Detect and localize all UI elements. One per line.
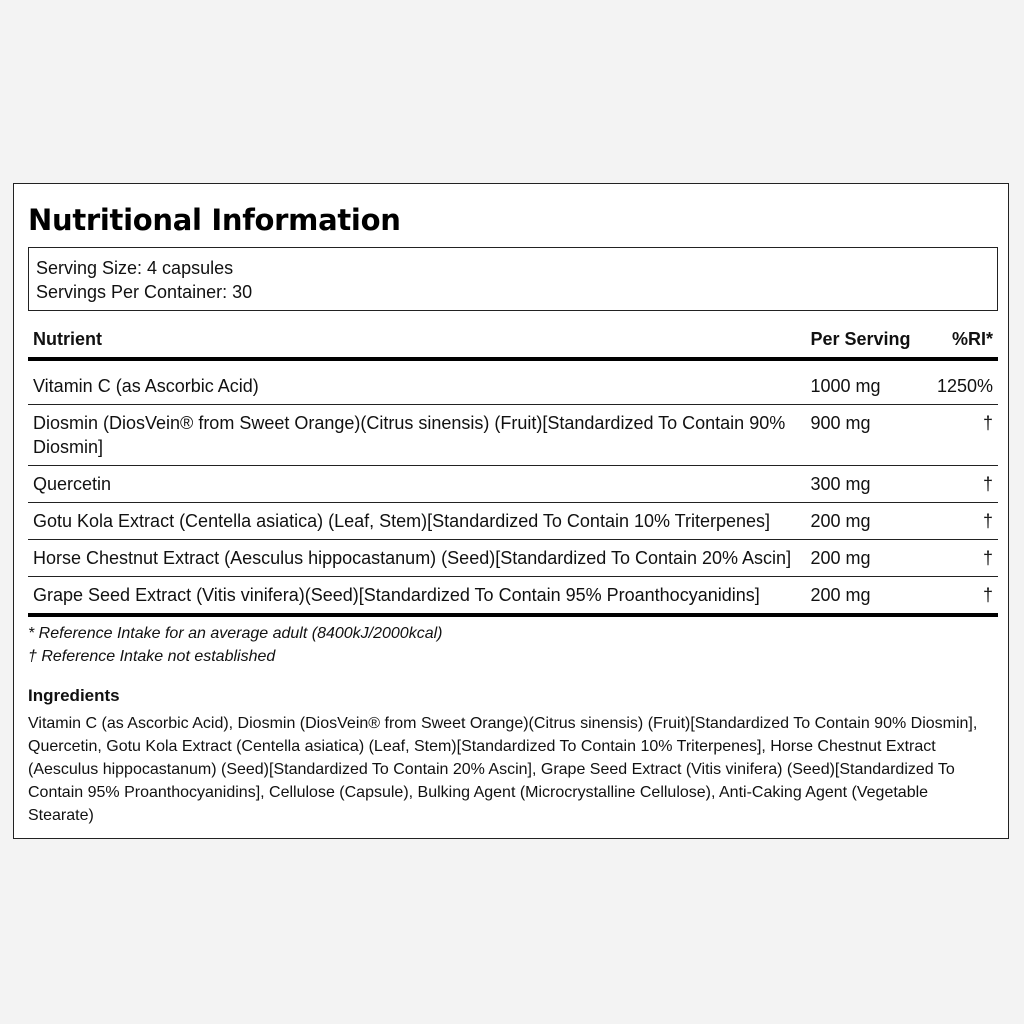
nutrient-name: Grape Seed Extract (Vitis vinifera)(Seed)[Standardized To Contain 95% Proanthocyanidins] [28,577,806,616]
servings-per-container: Servings Per Container: 30 [36,282,253,302]
ingredients-heading: Ingredients [28,686,120,705]
table-row [28,466,998,503]
nutrient-ri: † [928,540,998,577]
nutrient-amount: 900 mg [806,405,929,466]
nutrition-label [13,183,1009,839]
serving-info-box [28,247,998,311]
column-header-per-serving: Per Serving [806,321,929,359]
nutrient-ri: † [928,503,998,540]
nutrient-ri: 1250% [928,359,998,405]
ingredients-text: Vitamin C (as Ascorbic Acid), Diosmin (DiosVein® from Sweet Orange)(Citrus sinensis) (Fruit)[Standardized To Contain 90% Diosmin], Quercetin, Gotu Kola Extract (Centella asiatica) (Leaf, Stem)[Standardized To Contain 10% Triterpenes], Horse Chestnut Extract (Aesculus hippocastanum) (Seed)[Standardized To Contain 20% Ascin], Grape Seed Extract (Vitis vinifera) (Seed)[Standardized To Contain 95% Proanthocyanidins], Cellulose (Capsule), Bulking Agent (Microcrystalline Cellulose), Anti-Caking Agent (Vegetable Stearate) [28,715,978,824]
nutrient-table [28,321,998,617]
nutrient-ri: † [928,577,998,616]
column-header-ri: %RI* [928,321,998,359]
nutrient-amount: 1000 mg [806,359,929,405]
nutrient-ri: † [928,466,998,503]
nutrient-ri: † [928,405,998,466]
table-row [28,577,998,616]
footnote-not-established: † Reference Intake not established [28,648,276,665]
nutrient-amount: 200 mg [806,577,929,616]
nutrient-name: Diosmin (DiosVein® from Sweet Orange)(Citrus sinensis) (Fruit)[Standardized To Contain 90% Diosmin] [28,405,806,466]
nutrient-name: Quercetin [28,466,806,503]
table-row [28,359,998,405]
table-row [28,503,998,540]
nutrient-name: Vitamin C (as Ascorbic Acid) [28,359,806,405]
table-row [28,405,998,466]
nutrient-amount: 200 mg [806,503,929,540]
nutrient-name: Gotu Kola Extract (Centella asiatica) (Leaf, Stem)[Standardized To Contain 10% Triterpenes] [28,503,806,540]
nutrient-amount: 300 mg [806,466,929,503]
footnotes [28,622,442,668]
nutrient-name: Horse Chestnut Extract (Aesculus hippocastanum) (Seed)[Standardized To Contain 20% Ascin] [28,540,806,577]
serving-size: Serving Size: 4 capsules [36,258,234,278]
label-title: Nutritional Information [28,203,401,237]
column-header-nutrient: Nutrient [28,321,806,359]
footnote-reference-intake: * Reference Intake for an average adult (8400kJ/2000kcal) [28,625,443,642]
table-row [28,540,998,577]
table-header-row [28,321,998,359]
nutrient-amount: 200 mg [806,540,929,577]
